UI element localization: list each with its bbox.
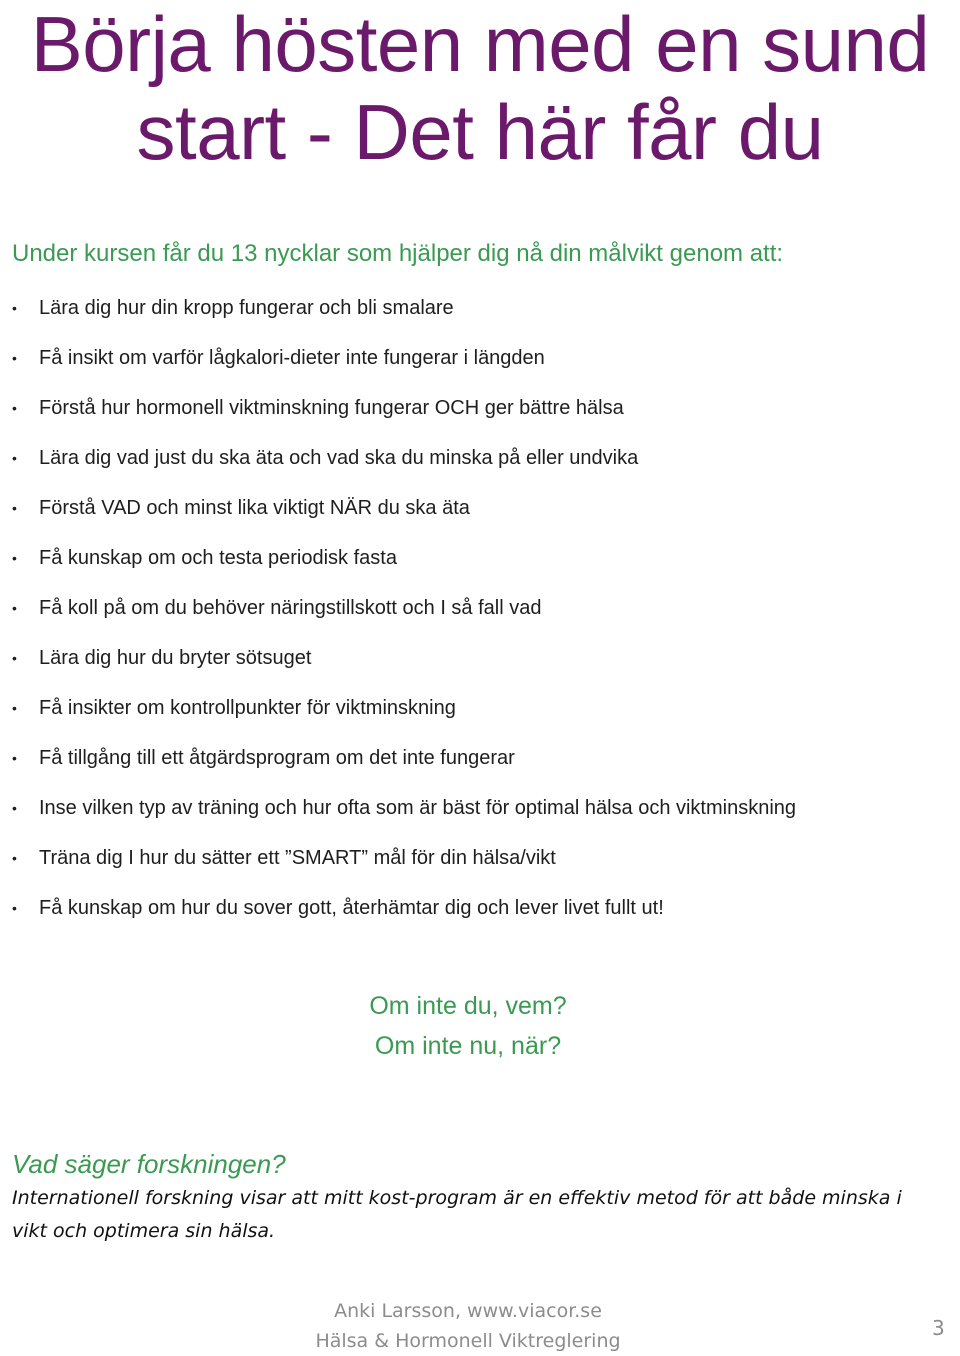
list-item-text: Förstå VAD och minst lika viktigt NÄR du ska äta [39,497,470,519]
bullet-icon: • [12,400,17,416]
footer-author-line: Anki Larsson, www.viacor.se [334,1300,602,1322]
list-item-text: Lära dig hur du bryter sötsuget [39,647,312,669]
research-heading: Vad säger forskningen? [12,1149,286,1179]
bullet-icon: • [12,700,17,716]
list-item-text: Få kunskap om och testa periodisk fasta [39,547,397,569]
list-item-text: Lära dig vad just du ska äta och vad ska du minska på eller undvika [39,447,639,469]
page-title-line-2: start - Det här får du [136,88,824,176]
bullet-icon: • [12,500,17,516]
page-title-line-1: Börja hösten med en sund [30,0,930,88]
research-body: Internationell forskning visar att mitt kost-program är en effektiv metod för att både minska i vikt och optimera sin hälsa. [12,1187,902,1242]
list-item-text: Förstå hur hormonell viktminskning fungerar OCH ger bättre hälsa [39,397,624,419]
bullet-icon: • [12,650,17,666]
page-title [0,0,960,176]
bullet-icon: • [12,450,17,466]
bullet-icon: • [12,600,17,616]
list-item-text: Få insikter om kontrollpunkter för viktminskning [39,697,456,719]
section-subtitle: Under kursen får du 13 nycklar som hjälper dig nå din målvikt genom att: [12,240,784,267]
question-when: Om inte nu, när? [374,1032,562,1060]
page-footer [0,1296,936,1356]
bullet-icon: • [12,300,17,316]
footer-subtitle-line: Hälsa & Hormonell Viktreglering [315,1330,621,1352]
list-item-text: Få tillgång till ett åtgärdsprogram om det inte fungerar [39,747,515,769]
bullet-icon: • [12,900,17,916]
bullet-icon: • [12,750,17,766]
list-item-text: Träna dig I hur du sätter ett ”SMART” mål för din hälsa/vikt [39,847,556,869]
bullet-icon: • [12,550,17,566]
bullet-icon: • [12,850,17,866]
list-item-text: Få koll på om du behöver näringstillskott och I så fall vad [39,597,542,619]
list-item-text: Inse vilken typ av träning och hur ofta som är bäst för optimal hälsa och viktminskning [39,797,797,819]
bullet-icon: • [12,350,17,366]
list-item-text: Lära dig hur din kropp fungerar och bli smalare [39,297,454,319]
list-item-text: Få insikt om varför lågkalori-dieter inte fungerar i längden [39,347,545,369]
list-item-text: Få kunskap om hur du sover gott, återhämtar dig och lever livet fullt ut! [39,897,664,919]
page-number: 3 [932,1316,945,1340]
bullet-icon: • [12,800,17,816]
question-who: Om inte du, vem? [369,992,567,1020]
